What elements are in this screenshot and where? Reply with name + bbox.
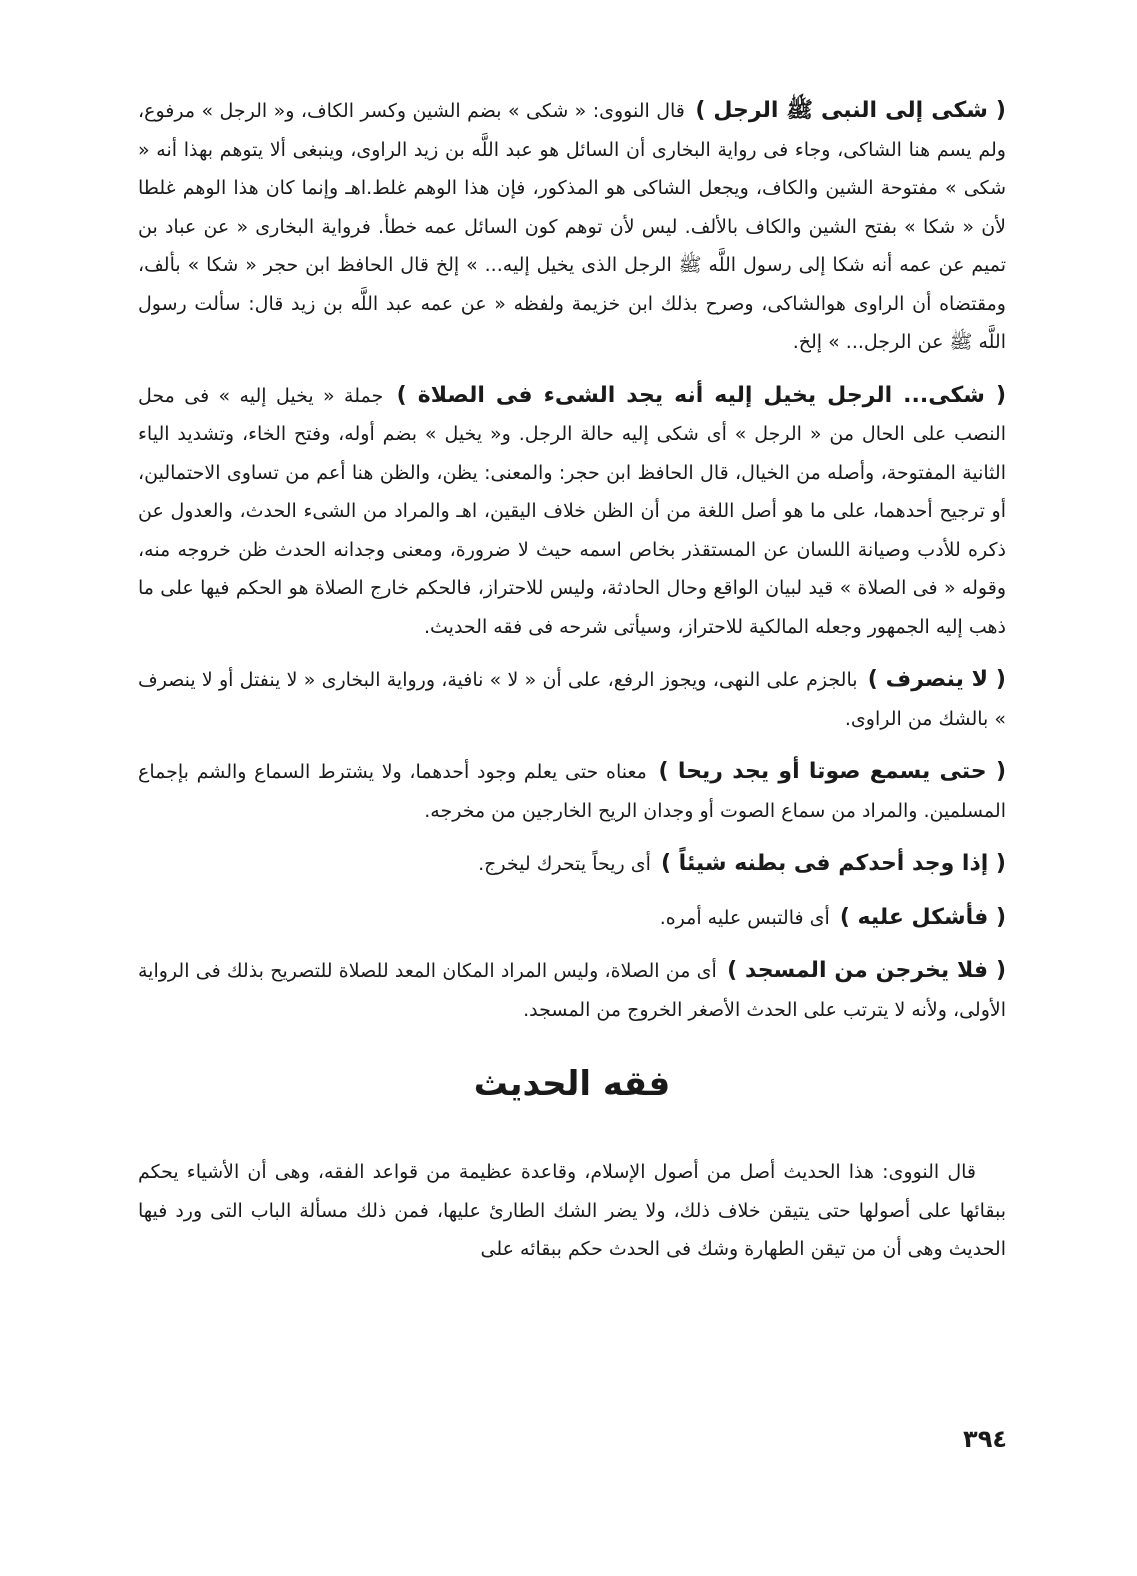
commentary-paragraph-5 [138, 845, 1006, 884]
commentary-text: أى من الصلاة، وليس المراد المكان المعد للصلاة للتصريح بذلك فى الرواية الأولى، ولأنه لا يترتب على الحدث الأصغر الخروج من المسجد. [138, 960, 1006, 1021]
section-title: فقه الحديث [473, 1064, 671, 1104]
hadith-phrase: ( فأشكل عليه ) [839, 904, 1006, 930]
commentary-text: جملة « يخيل إليه » فى محل النصب على الحال من « الرجل » أى شكى إليه حالة الرجل. و« يخيل » بضم أوله، وفتح الخاء، وتشديد الياء الثانية المفتوحة، وأصله من الخيال، قال الحافظ ابن حجر: والمعنى: يظن، والظن هنا أعم من تساوى الاحتمالين، أو ترجيح أحدهما، على ما هو أصل اللغة من أن الظن خلاف اليقين، اهـ والمراد من الشىء الحدث، والعدول عن ذكره للأدب وصيانة اللسان عن المستقذر بخاص اسمه حيث لا ضرورة، ومعنى وجدانه الحدث ظن خروجه منه، وقوله « فى الصلاة » قيد لبيان الواقع وحال الحادثة، وليس للاحتراز، فالحكم خارج الصلاة هو الحكم فيها على ما ذهب إليه الجمهور وجعله المالكية للاحتراز، وسيأتى شرحه فى فقه الحديث. [138, 384, 1006, 638]
commentary-text: بالجزم على النهى، ويجوز الرفع، على أن « لا » نافية، ورواية البخارى « لا ينفتل أو لا ينصرف » بالشك من الراوى. [138, 669, 1006, 730]
page-number: ٣٩٤ [963, 1425, 1007, 1453]
fiqh-paragraph: قال النووى: هذا الحديث أصل من أصول الإسلام، وقاعدة عظيمة من قواعد الفقه، وهى أن الأشياء يحكم ببقائها على أصولها حتى يتيقن خلاف ذلك، ولا يضر الشك الطارئ عليها، فمن ذلك مسألة الباب التى ورد فيها الحديث وهى أن من تيقن الطهارة وشك فى الحدث حكم ببقائه على [138, 1161, 1006, 1260]
commentary-paragraph-7 [138, 952, 1006, 1029]
commentary-paragraph-3 [138, 661, 1006, 738]
commentary-paragraph-1 [138, 92, 1006, 362]
commentary-text: معناه حتى يعلم وجود أحدهما، ولا يشترط السماع والشم بإجماع المسلمين. والمراد من سماع الصوت أو وجدان الريح الخارجين من مخرجه. [138, 761, 1006, 822]
commentary-paragraph-6 [138, 899, 1006, 938]
hadith-phrase: ( حتى يسمع صوتا أو يجد ريحا ) [658, 759, 1007, 784]
hadith-phrase: ( فلا يخرجن من المسجد ) [727, 958, 1006, 983]
commentary-text: قال النووى: « شكى » بضم الشين وكسر الكاف، و« الرجل » مرفوع، ولم يسم هنا الشاكى، وجاء فى رواية البخارى أن السائل هو عبد اللَّه بن زيد الراوى، وينبغى ألا يتوهم بهذا أنه « شكى » مفتوحة الشين والكاف، ويجعل الشاكى هو المذكور، فإن هذا الوهم غلط.اهـ وإنما كان هذا الوهم غلطا لأن « شكا » بفتح الشين والكاف بالألف. ليس لأن توهم كون السائل عمه خطأ. فرواية البخارى « عن عباد بن تميم عن عمه أنه شكا إلى رسول اللَّه ﷺ الرجل الذى يخيل إليه... » إلخ قال الحافظ ابن حجر « شكا » بألف، ومقتضاه أن الراوى هوالشاكى، وصرح بذلك ابن خزيمة ولفظه « عن عمه عبد اللَّه بن زيد قال: سألت رسول اللَّه ﷺ عن الرجل... » إلخ. [138, 100, 1006, 353]
hadith-phrase: ( لا ينصرف ) [867, 667, 1006, 692]
page-body [138, 92, 1006, 1284]
commentary-text: أى فالتبس عليه أمره. [659, 906, 830, 929]
commentary-text: أى ريحاً يتحرك ليخرج. [478, 853, 651, 875]
commentary-paragraph-4 [138, 753, 1006, 830]
hadith-phrase: ( شكى... الرجل يخيل إليه أنه يجد الشىء فى الصلاة ) [396, 382, 1007, 408]
hadith-phrase: ( شكى إلى النبى ﷺ الرجل ) [695, 98, 1006, 123]
commentary-paragraph-2 [138, 377, 1006, 647]
hadith-phrase: ( إذا وجد أحدكم فى بطنه شيئاً ) [660, 851, 1006, 876]
